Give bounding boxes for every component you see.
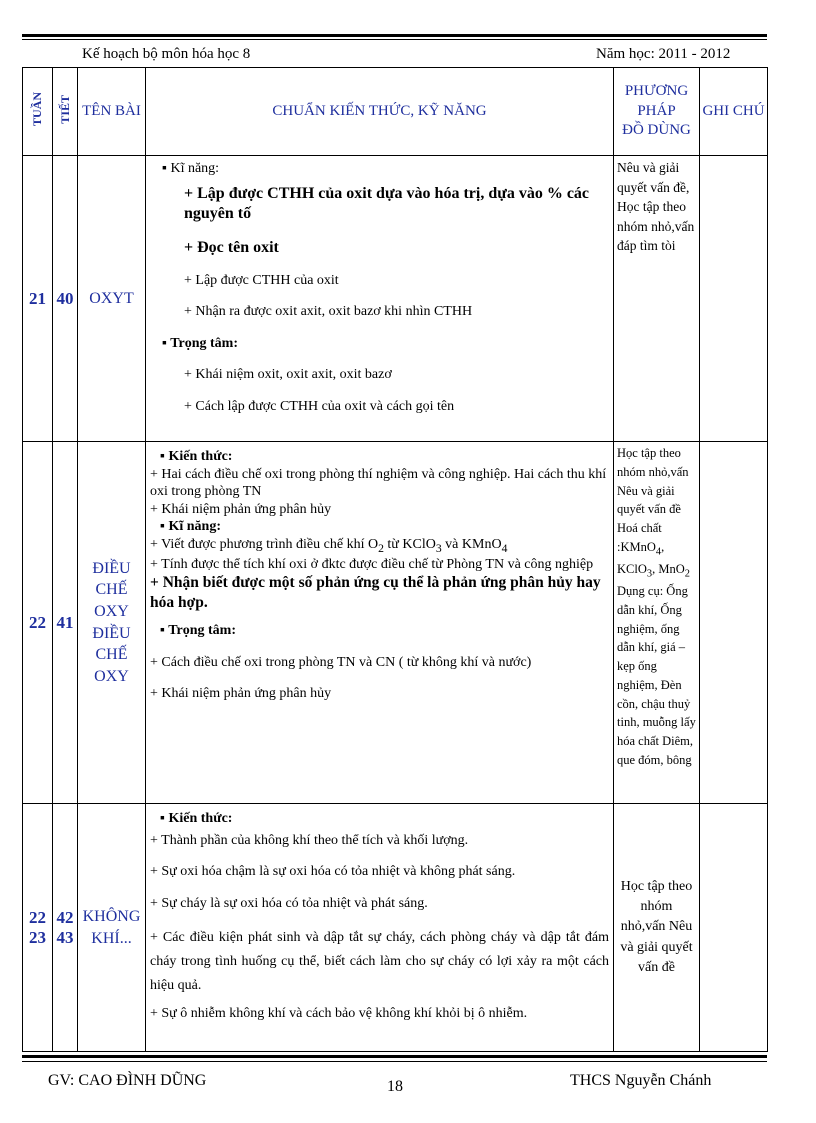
tiet-cell: 41 — [53, 442, 78, 804]
top-rule — [22, 34, 767, 37]
col-ghi-chu: GHI CHÚ — [700, 68, 768, 156]
bullet-icon: ▪ — [160, 623, 165, 639]
col-tuan: TUẦN — [23, 68, 53, 156]
top-rule-thin — [22, 39, 767, 40]
footer-teacher: GV: CAO ĐÌNH DŨNG — [48, 1072, 207, 1089]
content-cell: ▪ Kiến thức: + Hai cách điều chế oxi trong phòng thí nghiệm và công nghiệp. Hai cách thu khí oxi trong phòng TN + Khái niệm phản ứng phân hủy ▪ Kĩ năng: + Viết được phương trình điều chế khí $O_2$ từ KClO$_3$ và KMnO$_4$ + Tính được thể tích khí oxi ở đktc được điều chế từ Phòng TN và công nghiệp + Nhận biết được một số phản ứng cụ thể là phản ứng phân hủy hay hóa hợp. ▪ Trọng tâm: + Cách điều chế oxi trong phòng TN và CN ( từ không khí và nước) + Khái niệm phản ứng phân hủy — [146, 442, 614, 804]
content-cell: ▪ Kĩ năng: + Lập được CTHH của oxit dựa vào hóa trị, dựa vào % các nguyên tố + Đọc tên oxit + Lập được CTHH của oxit + Nhận ra được oxit axit, oxit bazơ khi nhìn CTHH ▪ Trọng tâm: + Khái niệm oxit, oxit axit, oxit bazơ + Cách lập được CTHH của oxit và cách gọi tên — [146, 156, 614, 442]
tiet-cell: 42 43 — [53, 804, 78, 1052]
page-number: 18 — [387, 1078, 403, 1095]
tiet-cell: 40 — [53, 156, 78, 442]
table-row — [23, 442, 768, 804]
table-row — [23, 804, 768, 1052]
lesson-title: ĐIỀU CHẾ OXY ĐIỀU CHẾ OXY — [78, 442, 146, 804]
note-cell — [700, 804, 768, 1052]
tuan-cell: 22 23 — [23, 804, 53, 1052]
bullet-icon: ▪ — [160, 449, 165, 464]
bullet-icon: ▪ — [160, 519, 165, 534]
bullet-icon: ▪ — [160, 811, 165, 826]
table-row — [23, 156, 768, 442]
tuan-cell: 22 — [23, 442, 53, 804]
col-chuan: CHUẨN KIẾN THỨC, KỸ NĂNG — [146, 68, 614, 156]
note-cell — [700, 442, 768, 804]
bullet-icon: ▪ — [162, 335, 167, 351]
header-subject: Kế hoạch bộ môn hóa học 8 — [82, 46, 251, 62]
tuan-cell: 21 — [23, 156, 53, 442]
lesson-title: KHÔNG KHÍ... — [78, 804, 146, 1052]
bullet-icon: ▪ — [162, 161, 167, 176]
method-cell: Học tập theo nhóm nhỏ,vấn Nêu và giải quyết vấn đề — [614, 804, 700, 1052]
bottom-rule-thin — [22, 1061, 767, 1062]
table-header-row — [23, 68, 768, 156]
bottom-rule — [22, 1055, 767, 1058]
col-phuong-phap: PHƯƠNG PHÁP ĐỒ DÙNG — [614, 68, 700, 156]
lesson-plan-table — [22, 67, 768, 1052]
note-cell — [700, 156, 768, 442]
footer-school: THCS Nguyễn Chánh — [570, 1072, 712, 1089]
content-cell: ▪ Kiến thức: + Thành phần của không khí theo thể tích và khối lượng. + Sự oxi hóa chậm là sự oxi hóa có tỏa nhiệt và không phát sáng. + Sự cháy là sự oxi hóa có tỏa nhiệt và phát sáng. + Các điều kiện phát sinh và dập tắt sự cháy, cách phòng cháy và dập tắt đám cháy trong tình huống cụ thể, biết cách làm cho sự cháy có lợi xảy ra một cách hiệu quả. + Sự ô nhiễm không khí và cách bảo vệ không khí khỏi bị ô nhiễm. — [146, 804, 614, 1052]
method-cell: Nêu và giải quyết vấn đề, Học tập theo nhóm nhỏ,vấn đáp tìm tòi — [614, 156, 700, 442]
lesson-title: OXYT — [78, 156, 146, 442]
header-school-year: Năm học: 2011 - 2012 — [596, 46, 731, 62]
col-tiet: TIẾT — [53, 68, 78, 156]
method-cell: Học tập theo nhóm nhỏ,vấn Nêu và giải quyết vấn đề Hoá chất :KMnO$_4$, KClO$_3$, MnO$_2$ Dụng cụ: Ống dẫn khí, Ống nghiệm, ống dẫn khí, giá – kẹp ống nghiệm, Đèn cồn, chậu thuỷ tinh, muỗng lấy hóa chất Diêm, que đóm, bông — [614, 442, 700, 804]
col-ten-bai: TÊN BÀI — [78, 68, 146, 156]
